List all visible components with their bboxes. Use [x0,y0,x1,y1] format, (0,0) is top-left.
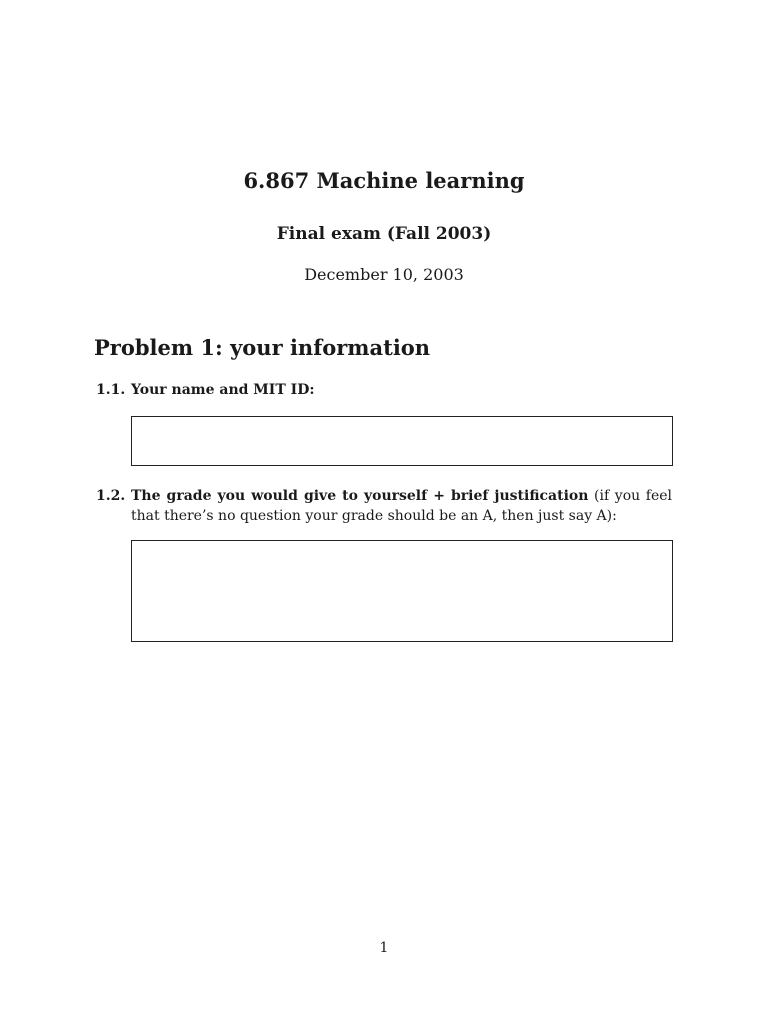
question-1-1 [96,380,672,400]
question-normal-text: (if you feel that there’s no question your grade should be an A, then just say A): [131,488,672,524]
question-bold-text: The grade you would give to yourself + brief justification [131,488,589,504]
question-number: 1.2. [96,488,126,504]
document-subtitle: Final exam (Fall 2003) [276,224,492,244]
question-text [131,380,672,400]
document-title: 6.867 Machine learning [243,168,525,193]
document-date: December 10, 2003 [304,265,464,284]
page-number: 1 [379,940,389,956]
name-id-answer-box[interactable] [131,416,673,466]
question-1-2 [96,486,672,526]
grade-justification-answer-box[interactable] [131,540,673,642]
question-text [131,486,672,526]
question-number: 1.1. [96,382,126,398]
question-bold-text: Your name and MIT ID: [131,382,315,398]
section-heading: Problem 1: your information [94,335,431,360]
